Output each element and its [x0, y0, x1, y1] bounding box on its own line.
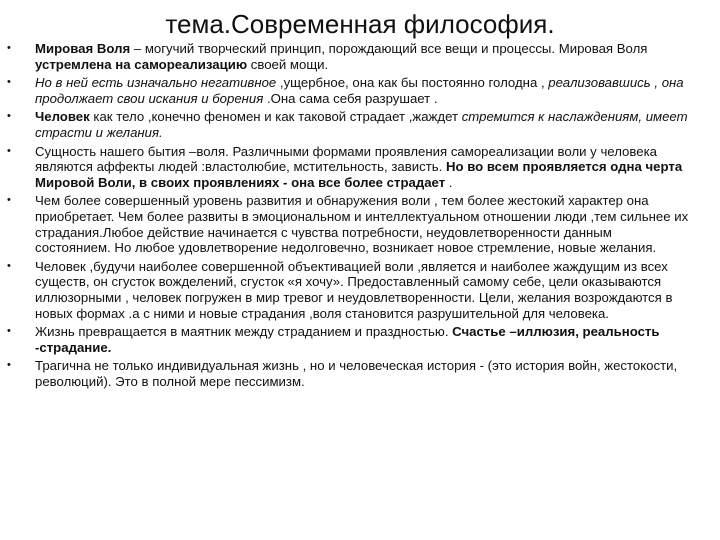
bullet-item: [0, 193, 720, 255]
bullet-marker-icon: •: [7, 259, 11, 272]
bullet-item: [0, 109, 720, 140]
bullet-text-segment: .Она сама себя разрушает .: [263, 90, 438, 106]
bullet-marker-icon: •: [7, 42, 11, 54]
bullet-text-segment: Чем более совершенный уровень развития и обнаружения воли , тем более жестокий характер она приобретает. Чем более развиты в эмоциональном и интеллектуальном отношении люди ,тем сильнее их страдания.Любое действие начинается с чувства потребности, неудовлетворенности данным состоянием. Но любое удовлетворение недолговечно, возникает новое стремление, новые желания.: [35, 193, 689, 256]
bullet-marker-icon: •: [7, 359, 11, 372]
bullet-marker-icon: •: [7, 76, 11, 89]
bullet-text-segment: ,ущербное, она как бы постоянно голодна ,: [276, 75, 549, 91]
bullet-text-segment: Жизнь превращается в маятник между страданием и праздностью.: [35, 324, 453, 340]
bullet-text-segment: Сущность нашего бытия –воля. Различными формами проявления самореализации воли у человека являются аффекты людей :властолюбие, мстительность, зависть.: [35, 143, 657, 175]
bullet-text-segment: реализовавшись , она продолжает свои искания и борения: [35, 75, 684, 106]
bullet-text-segment: Но во всем проявляется одна черта Мировой Воли, в своих проявлениях - она все более страдает: [35, 159, 683, 190]
bullet-item: [0, 41, 720, 72]
bullet-text-segment: Человек: [35, 109, 90, 125]
bullet-text-segment: устремлена на самореализацию: [35, 56, 248, 72]
bullet-item: [0, 324, 720, 355]
bullet-text-segment: .: [445, 174, 453, 190]
bullet-item: [0, 144, 720, 191]
bullet-item: [0, 259, 720, 321]
bullet-text-segment: как тело ,конечно феномен и как таковой страдает ,жаждет: [89, 109, 462, 125]
bullet-marker-icon: •: [7, 194, 11, 207]
bullet-item: [0, 358, 720, 389]
bullet-marker-icon: •: [7, 325, 11, 338]
bullet-marker-icon: •: [7, 110, 11, 123]
bullet-text-segment: Человек ,будучи наиболее совершенной объективацией воли ,является и наиболее жаждущим из всех существ, он сгусток вожделений, сгусток «я хочу». Предоставленный самому себе, цели оказываются иллюзорными , человек погружен в мир тревог и неудовлетворенности. Цели, желания возрождаются в новых формах .а с ними и новые страдания ,воля становится разрушительной для человека.: [35, 258, 673, 321]
bullet-text-segment: Трагична не только индивидуальная жизнь , но и человеческая история - (это история войн, жестокости, революций). Это в полной мере пессимизм.: [35, 358, 678, 389]
bullet-text-segment: Но в ней есть изначально негативное: [35, 75, 277, 91]
bullet-text-segment: Счастье –иллюзия, реальность -страдание.: [35, 324, 660, 355]
bullet-text-segment: своей мощи.: [247, 56, 329, 72]
bullet-marker-icon: •: [7, 144, 11, 157]
slide-title: тема.Современная философия.: [165, 9, 555, 39]
bullet-text-segment: Мировая Воля: [35, 41, 131, 56]
bullet-item: [0, 75, 720, 106]
bullet-text-segment: – могучий творческий принцип, порождающий все вещи и процессы. Мировая Воля: [130, 41, 648, 56]
bullet-text-segment: стремится к наслаждениям, имеет страсти и желания.: [35, 109, 688, 140]
bullet-list: [0, 41, 720, 392]
